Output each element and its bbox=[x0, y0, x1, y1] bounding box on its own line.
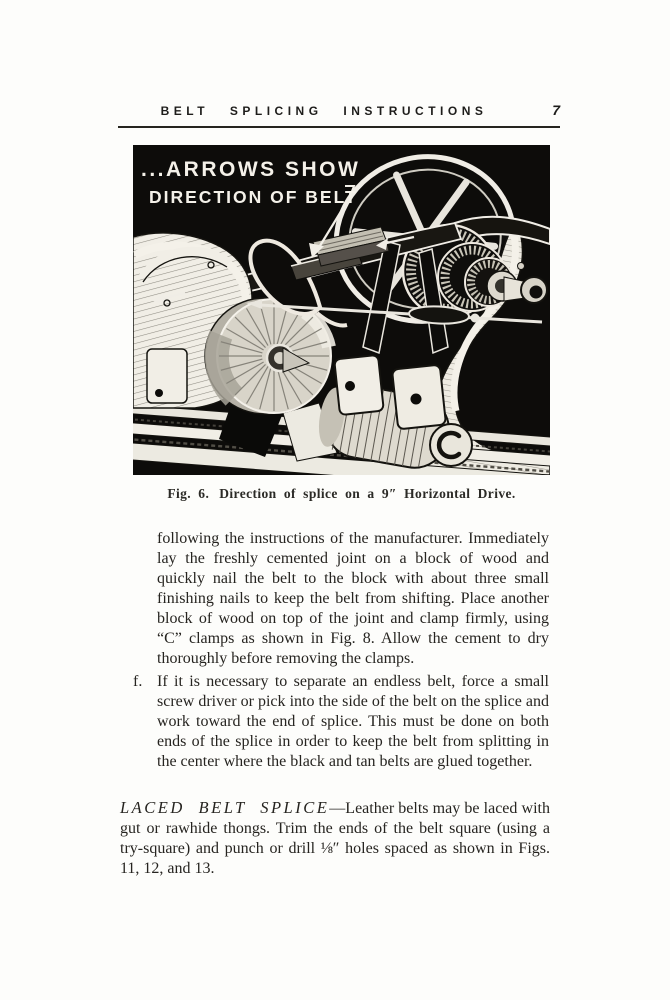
page-number: 7 bbox=[552, 102, 560, 118]
horizontal-drive-drawing bbox=[133, 145, 550, 475]
figure-caption-text: Direction of splice on a 9″ Horizontal Drive. bbox=[219, 486, 516, 501]
laced-belt-splice-text: —Leather belts may be laced with gut or rawhide thongs. Trim the ends of the belt square (using a try-square) and punch or drill ⅛″ holes spaced as shown in Figs. 11, 12, and 13. bbox=[120, 800, 550, 877]
list-item-f-text: If it is necessary to separate an endless belt, force a small screw driver or pick into the side of the belt on the splice and work toward the end of splice. This must be done on both ends of the splice in order to keep the belt from splitting in the center where the black and tan belts are glued together. bbox=[157, 673, 549, 770]
list-item-f-marker: f. bbox=[133, 673, 143, 690]
page-title: BELT SPLICING INSTRUCTIONS bbox=[160, 104, 488, 118]
motor-end-cap bbox=[430, 424, 472, 466]
bracket-plate-1 bbox=[334, 355, 384, 415]
figure-caption bbox=[133, 486, 550, 502]
laced-belt-splice-heading: LACED BELT SPLICE bbox=[120, 798, 330, 817]
figure-caption-label: Fig. 6. bbox=[167, 486, 210, 501]
paragraph-cemented-splice: following the instructions of the manufacturer. Immediately lay the freshly cemented joint on a block of wood and quickly nail the belt to the block with about three small finishing nails to keep the belt from shifting. Place another block of wood on top of the joint and clamp firmly, using “C” clamps as shown in Fig. 8. Allow the cement to dry thoroughly before removing the clamps. bbox=[157, 530, 549, 667]
figure-6-illustration bbox=[133, 145, 550, 475]
figure-label-line1: ...ARROWS SHOW bbox=[141, 158, 361, 181]
list-item-f bbox=[133, 672, 549, 772]
figure-label-line2: DIRECTION OF BELT bbox=[149, 187, 358, 207]
header-rule bbox=[118, 126, 560, 128]
page bbox=[118, 0, 560, 1000]
faceplate-disc bbox=[205, 298, 331, 414]
running-head bbox=[118, 104, 560, 124]
pivot-plate-left bbox=[147, 349, 187, 403]
paragraph-laced-belt-splice bbox=[120, 798, 550, 879]
